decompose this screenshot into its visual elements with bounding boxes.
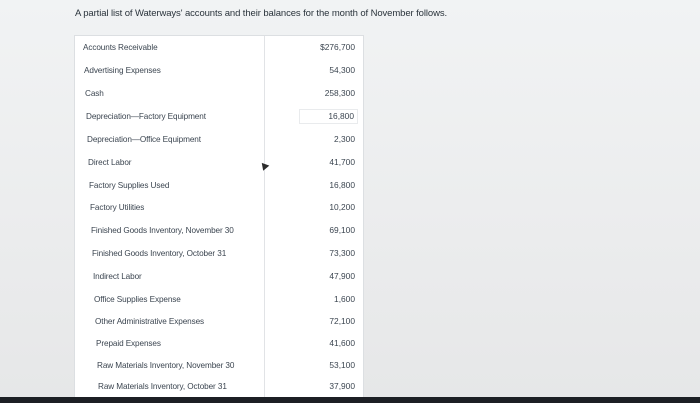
account-amount: 16,800 (329, 180, 355, 190)
account-name: Accounts Receivable (83, 43, 158, 52)
account-name: Depreciation—Office Equipment (87, 135, 201, 144)
table-row (75, 266, 363, 288)
account-amount: 69,100 (329, 225, 355, 235)
account-amount: 41,600 (329, 338, 355, 348)
account-name: Other Administrative Expenses (95, 317, 205, 326)
account-name: Prepaid Expenses (96, 339, 161, 348)
table-row (75, 355, 363, 377)
account-amount: 73,300 (329, 248, 355, 258)
account-name: Office Supplies Expense (94, 295, 181, 304)
table-row (75, 106, 363, 128)
table-row (75, 197, 363, 219)
account-amount: 16,800 (299, 109, 358, 124)
account-name: Raw Materials Inventory, November 30 (97, 361, 235, 370)
account-amount: 41,700 (329, 157, 355, 167)
table-row (75, 376, 363, 398)
intro-text: A partial list of Waterways' accounts and their balances for the month of November follows. (75, 8, 448, 19)
account-name: Factory Utilities (90, 203, 145, 212)
account-name: Depreciation—Factory Equipment (86, 112, 206, 121)
bottom-edge-bar (0, 397, 700, 403)
account-amount: 258,300 (324, 88, 355, 98)
table-row (75, 152, 363, 174)
table-row (75, 220, 363, 242)
account-amount: $276,700 (320, 42, 355, 52)
account-name: Finished Goods Inventory, November 30 (91, 226, 234, 235)
account-name: Finished Goods Inventory, October 31 (92, 249, 227, 258)
table-row (75, 243, 363, 265)
table-row (75, 289, 363, 311)
table-row (75, 60, 363, 82)
account-name: Raw Materials Inventory, October 31 (98, 382, 227, 391)
table-row (75, 175, 363, 197)
account-amount: 2,300 (334, 134, 355, 144)
account-amount: 47,900 (329, 271, 355, 281)
account-amount: 54,300 (329, 65, 355, 75)
table-row (75, 129, 363, 151)
account-amount: 1,600 (334, 294, 355, 304)
accounts-table (74, 35, 364, 398)
account-amount: 10,200 (329, 202, 355, 212)
table-row (75, 311, 363, 333)
account-name: Cash (85, 89, 104, 98)
account-name: Indirect Labor (93, 272, 142, 281)
account-amount: 53,100 (329, 360, 355, 370)
account-amount: 72,100 (329, 316, 355, 326)
account-amount: 37,900 (329, 381, 355, 391)
table-row (75, 37, 363, 59)
account-name: Factory Supplies Used (89, 181, 170, 190)
table-row (75, 333, 363, 355)
table-row (75, 83, 363, 105)
account-name: Advertising Expenses (84, 66, 161, 75)
account-name: Direct Labor (88, 158, 132, 167)
